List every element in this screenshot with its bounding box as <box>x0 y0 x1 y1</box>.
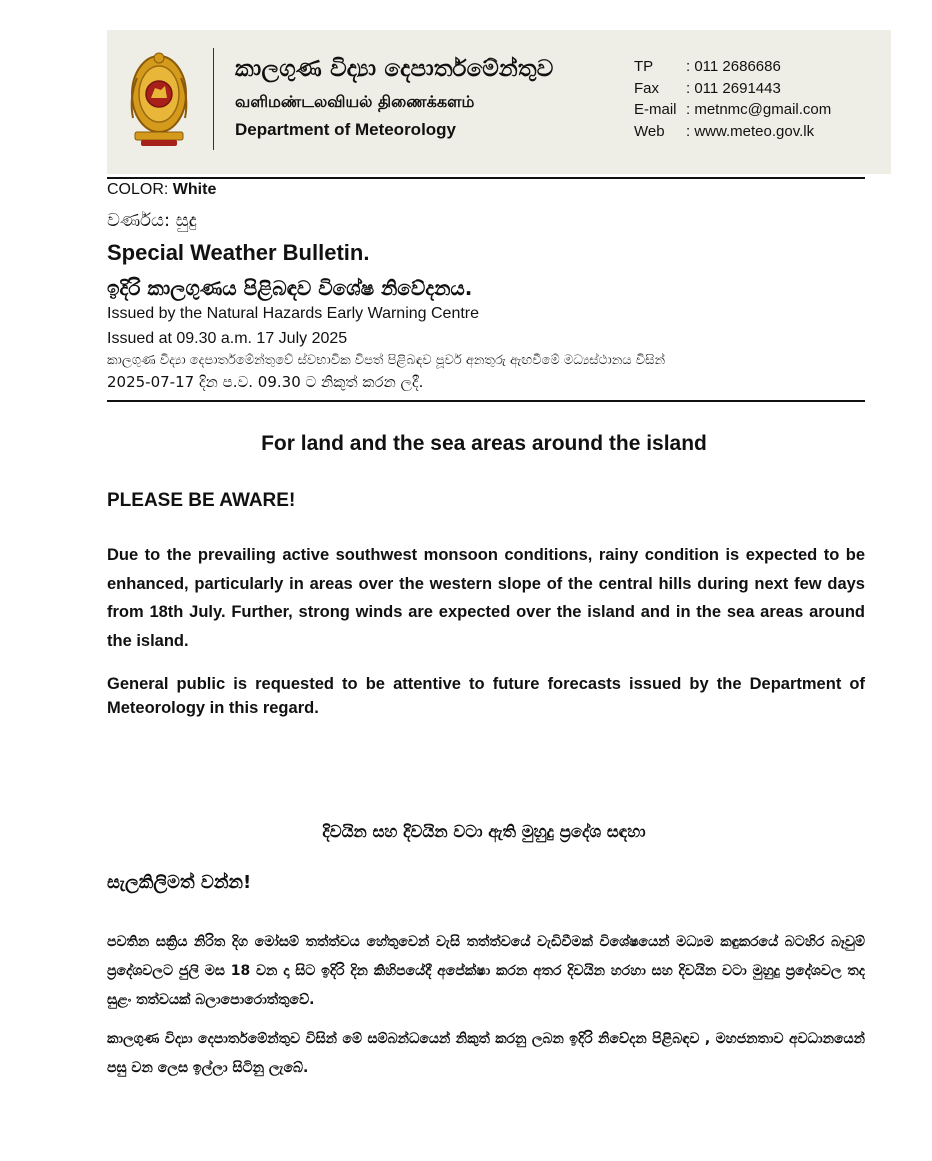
contact-label: Fax <box>634 79 660 97</box>
english-aware: PLEASE BE AWARE! <box>107 490 296 511</box>
contact-block <box>634 56 831 142</box>
english-heading: For land and the sea areas around the island <box>261 432 707 455</box>
bottom-rule <box>107 400 865 402</box>
bulletin-title: Special Weather Bulletin. <box>107 240 370 265</box>
department-name-tamil: வளிமண்டலவியல் திணைக்களம் <box>235 92 475 111</box>
english-paragraph-1: Due to the prevailing active southwest monsoon conditions, rainy condition is expected to be enhanced, particularly in areas over the western slope of the central hills during next few days from 18th July. Further, strong winds are expected over the island and in the sea areas around the island. <box>107 546 865 650</box>
contact-row-web <box>634 121 831 143</box>
sinhala-paragraph-1: පවතින සක්‍රිය නිරිත දිග මෝසම් තත්ත්වය හේතුවෙන් වැසි තත්ත්වයේ වැඩිවීමක් විශේෂයෙන් මධ්‍යම කඳුකරයේ බටහිර බෑවුම් ප්‍රදේශවලට ජුලි මස 18 වන දා සිට ඉදිරි දින කිහිපයේදී අපේක්ෂා කරන අතර දිවයින හරහා සහ දිවයින වටා මුහුදු ප්‍රදේශවල තද සුළං තත්වයක් බලාපොරොත්තුවේ. <box>107 934 865 1008</box>
contact-value: : 011 2691443 <box>686 79 781 97</box>
contact-label: TP <box>634 58 654 75</box>
letterhead <box>107 30 891 174</box>
department-name-english: Department of Meteorology <box>235 120 457 139</box>
sinhala-paragraph-2: කාලගුණ විද්‍යා දෙපාර්තමේන්තුව විසින් මේ සම්බන්ධයෙන් නිකුත් කරනු ලබන ඉදිරි නිවේදන පිළිබඳව , මහජනතාව අවධානයෙන් පසු වන ලෙස ඉල්ලා සිටිනු ලැබේ. <box>107 1031 865 1076</box>
header-divider <box>213 48 214 150</box>
contact-row-email <box>634 99 831 121</box>
sinhala-aware: සැලකිලිමත් වන්න! <box>107 872 252 893</box>
contact-label: Web <box>634 122 665 140</box>
issued-at-sinhala: 2025-07-17 දින ප.ව. 09.30 ට නිකුත් කරන ලදී. <box>107 373 424 391</box>
contact-label: E-mail <box>634 101 677 118</box>
contact-row-fax <box>634 78 831 100</box>
color-value: White <box>172 181 217 198</box>
contact-value: : metnmc@gmail.com <box>686 101 832 118</box>
bulletin-title-sinhala: ඉදිරි කාලගුණය පිළිබඳව විශේෂ නිවේදනය. <box>107 276 473 300</box>
contact-value: : 011 2686686 <box>686 58 781 75</box>
issued-at: Issued at 09.30 a.m. 17 July 2025 <box>107 330 348 347</box>
top-rule <box>107 177 865 179</box>
sinhala-heading: දිවයින සහ දිවයින වටා ඇති මුහුදු ප්‍රදේශ සඳහා <box>322 822 646 841</box>
color-line-sinhala: වර්ණය: සුදු <box>107 210 197 231</box>
color-label: COLOR: <box>107 181 173 198</box>
sri-lanka-emblem-icon <box>127 48 191 150</box>
english-paragraph-2: General public is requested to be attentive to future forecasts issued by the Department of Meteorology in this regard. <box>107 675 865 717</box>
issued-by: Issued by the Natural Hazards Early Warning Centre <box>107 305 480 322</box>
contact-value: : www.meteo.gov.lk <box>686 122 815 140</box>
department-name-sinhala: කාලගුණ විද්‍යා දෙපාර්තමේන්තුව <box>235 56 554 82</box>
issued-by-sinhala: කාලගුණ විද්‍යා දෙපාර්තමේන්තුවේ ස්වභාවික විපත් පිළිබඳව පූර්ව අනතුරු ඇඟවීමේ මධ්‍යස්ථානය විසින් <box>107 353 666 368</box>
contact-row-tp <box>634 56 831 78</box>
color-line <box>107 181 216 199</box>
